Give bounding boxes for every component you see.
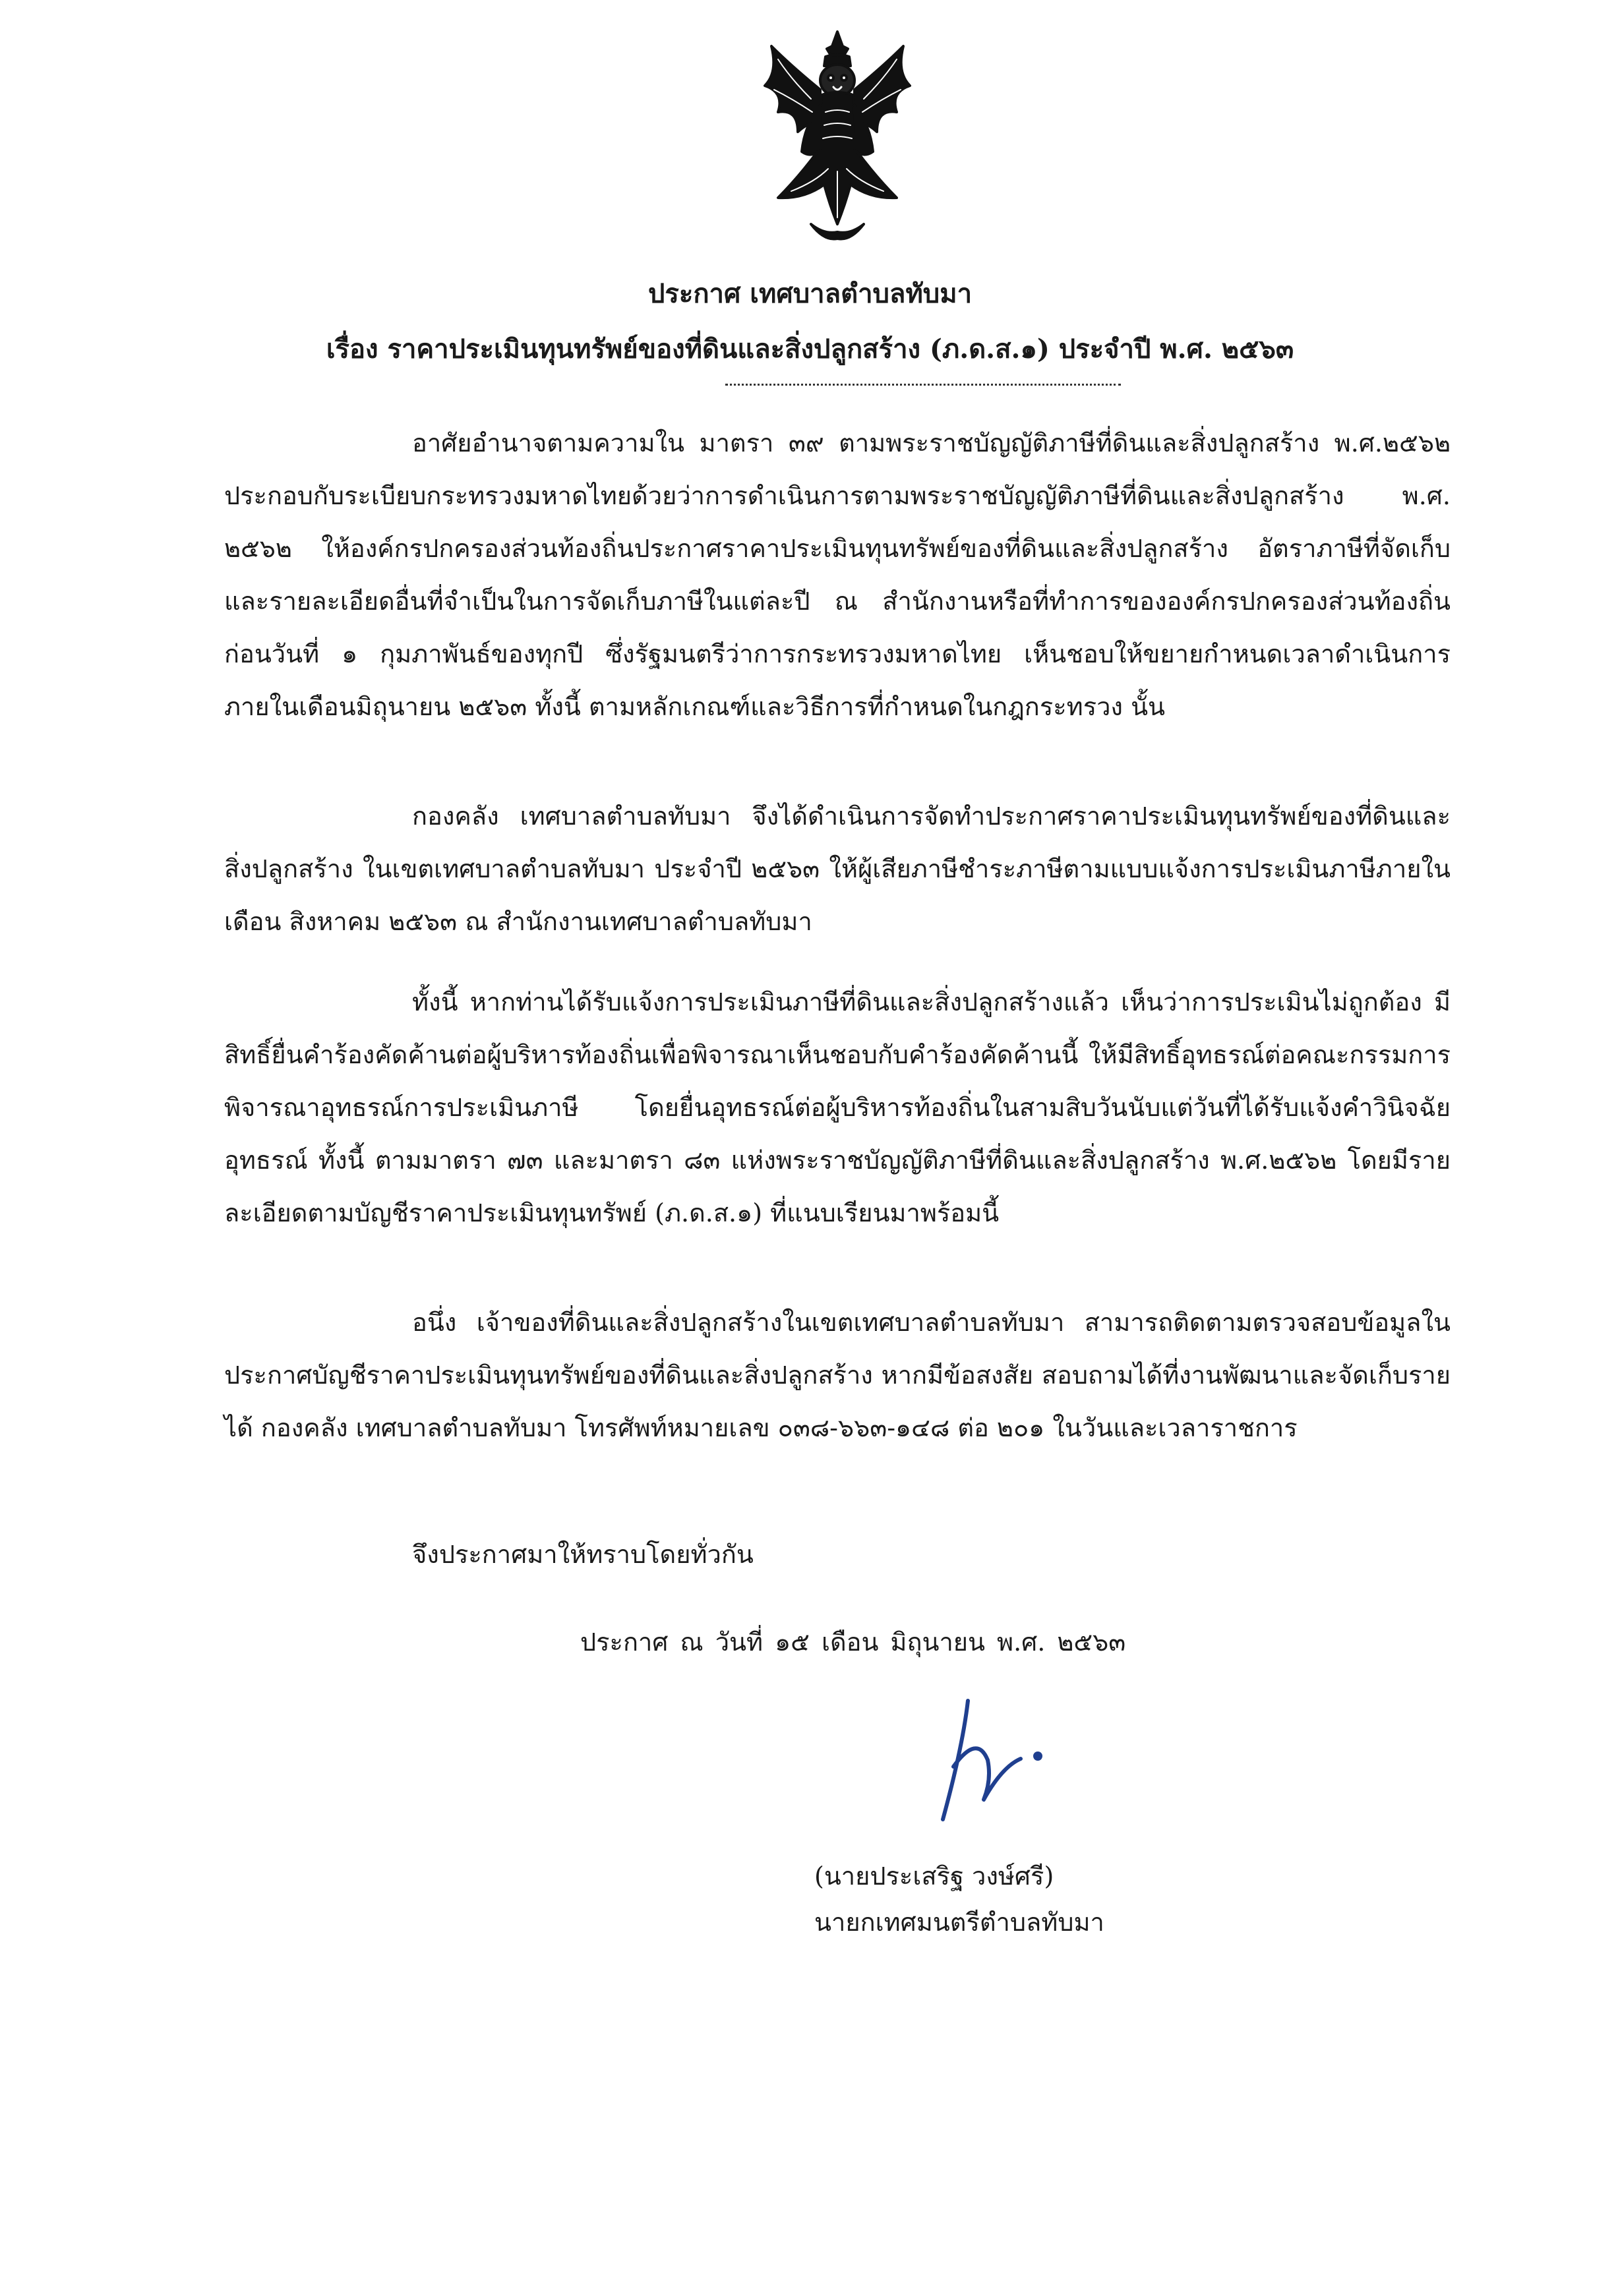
paragraph-contact-info: อนึ่ง เจ้าของที่ดินและสิ่งปลูกสร้างในเขตเทศบาลตำบลทับมา สามารถติดตามตรวจสอบข้อมูลในประกาศบัญชีราคาประเมินทุนทรัพย์ของที่ดินและสิ่งปลูกสร้าง หากมีข้อสงสัย สอบถามได้ที่งานพัฒนาและจัดเก็บรายได้ กองคลัง เทศบาลตำบลทับมา โทรศัพท์หมายเลข ๐๓๘-๖๖๓-๑๔๘ ต่อ ๒๐๑ ในวันและเวลาราชการ [224, 1308, 1451, 1442]
dotted-divider [725, 384, 1121, 386]
announcement-date [580, 1624, 1137, 1661]
garuda-emblem-icon [752, 26, 923, 244]
date-at: ณ [680, 1628, 704, 1657]
date-day: ๑๕ [775, 1628, 810, 1657]
signatory-title: นายกเทศมนตรีตำบลทับมา [814, 1908, 1104, 1937]
date-month: มิถุนายน [890, 1628, 986, 1657]
announcement-title: ประกาศ เทศบาลตำบลทับมา [647, 278, 973, 309]
closing-statement: จึงประกาศมาให้ทราบโดยทั่วกัน [412, 1540, 754, 1569]
date-prefix: ประกาศ [580, 1628, 669, 1657]
announcement-subject: เรื่อง ราคาประเมินทุนทรัพย์ของที่ดินและสิ่งปลูกสร้าง (ภ.ด.ส.๑) ประจำปี พ.ศ. ๒๕๖๓ [326, 334, 1294, 365]
paragraph-appeal-rights: ทั้งนี้ หากท่านได้รับแจ้งการประเมินภาษีที่ดินและสิ่งปลูกสร้างแล้ว เห็นว่าการประเมินไม่ถูกต้อง มีสิทธิ์ยื่นคำร้องคัดค้านต่อผู้บริหารท้องถิ่นเพื่อพิจารณาเห็นชอบกับคำร้องคัดค้านนี้ ให้มีสิทธิ์อุทธรณ์ต่อคณะกรรมการพิจารณาอุทธรณ์การประเมินภาษี โดยยื่นอุทธรณ์ต่อผู้บริหารท้องถิ่นในสามสิบวันนับแต่วันที่ได้รับแจ้งคำวินิจฉัยอุทธรณ์ ทั้งนี้ ตามมาตรา ๗๓ และมาตรา ๘๓ แห่งพระราชบัญญัติภาษีที่ดินและสิ่งปลูกสร้าง พ.ศ.๒๕๖๒ โดยมีรายละเอียดตามบัญชีราคาประเมินทุนทรัพย์ (ภ.ด.ส.๑) ที่แนบเรียนมาพร้อมนี้ [224, 987, 1451, 1227]
signatory-name: (นายประเสริฐ วงษ์ศรี) [814, 1862, 1054, 1891]
date-day-label: วันที่ [715, 1628, 764, 1657]
handwritten-signature-icon [916, 1688, 1075, 1833]
paragraph-finance-division: กองคลัง เทศบาลตำบลทับมา จึงได้ดำเนินการจัดทำประกาศราคาประเมินทุนทรัพย์ของที่ดินและสิ่งปลูกสร้าง ในเขตเทศบาลตำบลทับมา ประจำปี ๒๕๖๓ ให้ผู้เสียภาษีชำระภาษีตามแบบแจ้งการประเมินภาษีภายในเดือน สิงหาคม ๒๕๖๓ ณ สำนักงานเทศบาลตำบลทับมา [224, 802, 1451, 936]
date-month-label: เดือน [821, 1628, 879, 1657]
date-year: ๒๕๖๓ [1057, 1628, 1126, 1657]
paragraph-authority: อาศัยอำนาจตามความใน มาตรา ๓๙ ตามพระราชบัญญัติภาษีที่ดินและสิ่งปลูกสร้าง พ.ศ.๒๕๖๒ ประกอบกับระเบียบกระทรวงมหาดไทยด้วยว่าการดำเนินการตามพระราชบัญญัติภาษีที่ดินและสิ่งปลูกสร้าง พ.ศ. ๒๕๖๒ ให้องค์กรปกครองส่วนท้องถิ่นประกาศราคาประเมินทุนทรัพย์ของที่ดินและสิ่งปลูกสร้าง อัตราภาษีที่จัดเก็บ และรายละเอียดอื่นที่จำเป็นในการจัดเก็บภาษีในแต่ละปี ณ สำนักงานหรือที่ทำการขององค์กรปกครองส่วนท้องถิ่นก่อนวันที่ ๑ กุมภาพันธ์ของทุกปี ซึ่งรัฐมนตรีว่าการกระทรวงมหาดไทย เห็นชอบให้ขยายกำหนดเวลาดำเนินการภายในเดือนมิถุนายน ๒๕๖๓ ทั้งนี้ ตามหลักเกณฑ์และวิธีการที่กำหนดในกฎกระทรวง นั้น [224, 428, 1451, 721]
date-year-label: พ.ศ. [997, 1628, 1046, 1657]
